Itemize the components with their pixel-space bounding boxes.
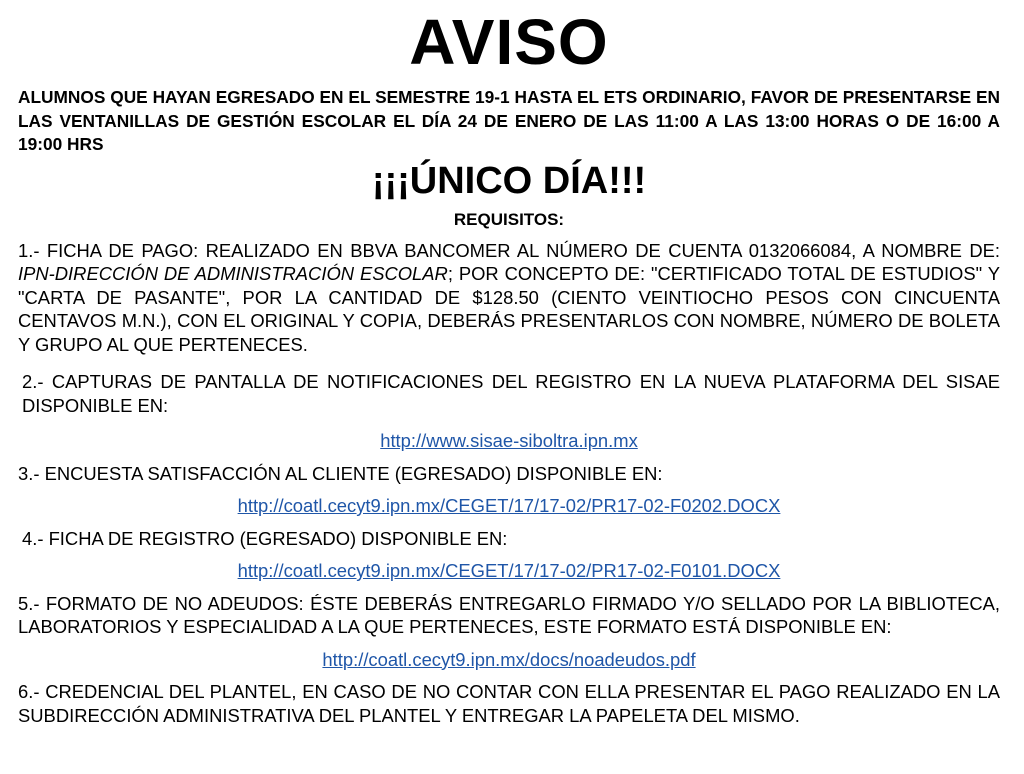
requirement-item-6: 6.- CREDENCIAL DEL PLANTEL, EN CASO DE NO CONTAR CON ELLA PRESENTAR EL PAGO REALIZADO EN LA SUBDIRECCIÓN ADMINISTRATIVA DEL PLANTEL Y ENTREGAR LA PAPELETA DEL MISMO. — [18, 681, 1000, 726]
requirement-item-2-link-line — [18, 429, 1000, 453]
requirement-item-1-text: 1.- FICHA DE PAGO: REALIZADO EN BBVA BANCOMER AL NÚMERO DE CUENTA 0132066084, A NOMBRE DE: — [18, 239, 1000, 261]
survey-link[interactable]: http://coatl.cecyt9.ipn.mx/CEGET/17/17-02/PR17-02-F0202.DOCX — [237, 495, 781, 516]
requirement-item-5: 5.- FORMATO DE NO ADEUDOS: ÉSTE DEBERÁS ENTREGARLO FIRMADO Y/O SELLADO POR LA BIBLIOTECA, LABORATORIOS Y ESPECIALIDAD A LA QUE PERTENECES, ESTE FORMATO ESTÁ DISPONIBLE EN: — [18, 592, 1000, 637]
single-day-banner: ¡¡¡ÚNICO DÍA!!! — [371, 159, 647, 202]
requirement-item-3-link-line — [18, 494, 1000, 518]
sisae-link[interactable]: http://www.sisae-siboltra.ipn.mx — [380, 430, 638, 451]
requirement-item-4: 4.- FICHA DE REGISTRO (EGRESADO) DISPONIBLE EN: — [22, 527, 508, 549]
requirements-heading: REQUISITOS: — [453, 209, 565, 229]
requirement-item-3: 3.- ENCUESTA SATISFACCIÓN AL CLIENTE (EGRESADO) DISPONIBLE EN: — [18, 462, 663, 484]
page-title: AVISO — [409, 6, 609, 78]
requirement-item-2: 2.- CAPTURAS DE PANTALLA DE NOTIFICACIONES DEL REGISTRO EN LA NUEVA PLATAFORMA DEL SISAE DISPONIBLE EN: — [22, 371, 1000, 416]
no-debt-form-link[interactable]: http://coatl.cecyt9.ipn.mx/docs/noadeudos.pdf — [322, 648, 696, 670]
notice-document — [18, 0, 1000, 727]
requirement-item-1-italic: IPN-DIRECCIÓN DE ADMINISTRACIÓN ESCOLAR — [18, 263, 448, 284]
intro-paragraph: ALUMNOS QUE HAYAN EGRESADO EN EL SEMESTRE 19-1 HASTA EL ETS ORDINARIO, FAVOR DE PRESENTARSE EN LAS VENTANILLAS DE GESTIÓN ESCOLAR EL DÍA 24 DE ENERO DE LAS 11:00 A LAS 13:00 HORAS O DE 16:00 A 19:00 HRS — [18, 87, 1000, 154]
requirement-item-1 — [18, 239, 1000, 357]
requirement-item-5-link-line — [18, 648, 1000, 672]
registration-form-link[interactable]: http://coatl.cecyt9.ipn.mx/CEGET/17/17-02/PR17-02-F0101.DOCX — [237, 560, 781, 581]
requirement-item-4-link-line — [18, 559, 1000, 583]
requirement-item-1-text-cont: ; POR CONCEPTO DE: "CERTIFICADO TOTAL DE ESTUDIOS" Y "CARTA DE PASANTE", POR LA CANTIDAD DE $128.50 (CIENTO VEINTIOCHO PESOS CON CINCUENTA CENTAVOS M.N.), CON EL ORIGINAL Y COPIA, DEBERÁS PRESENTARLOS CON NOMBRE, NÚMERO DE BOLETA Y GRUPO AL QUE PERTENECES. — [18, 263, 1000, 355]
